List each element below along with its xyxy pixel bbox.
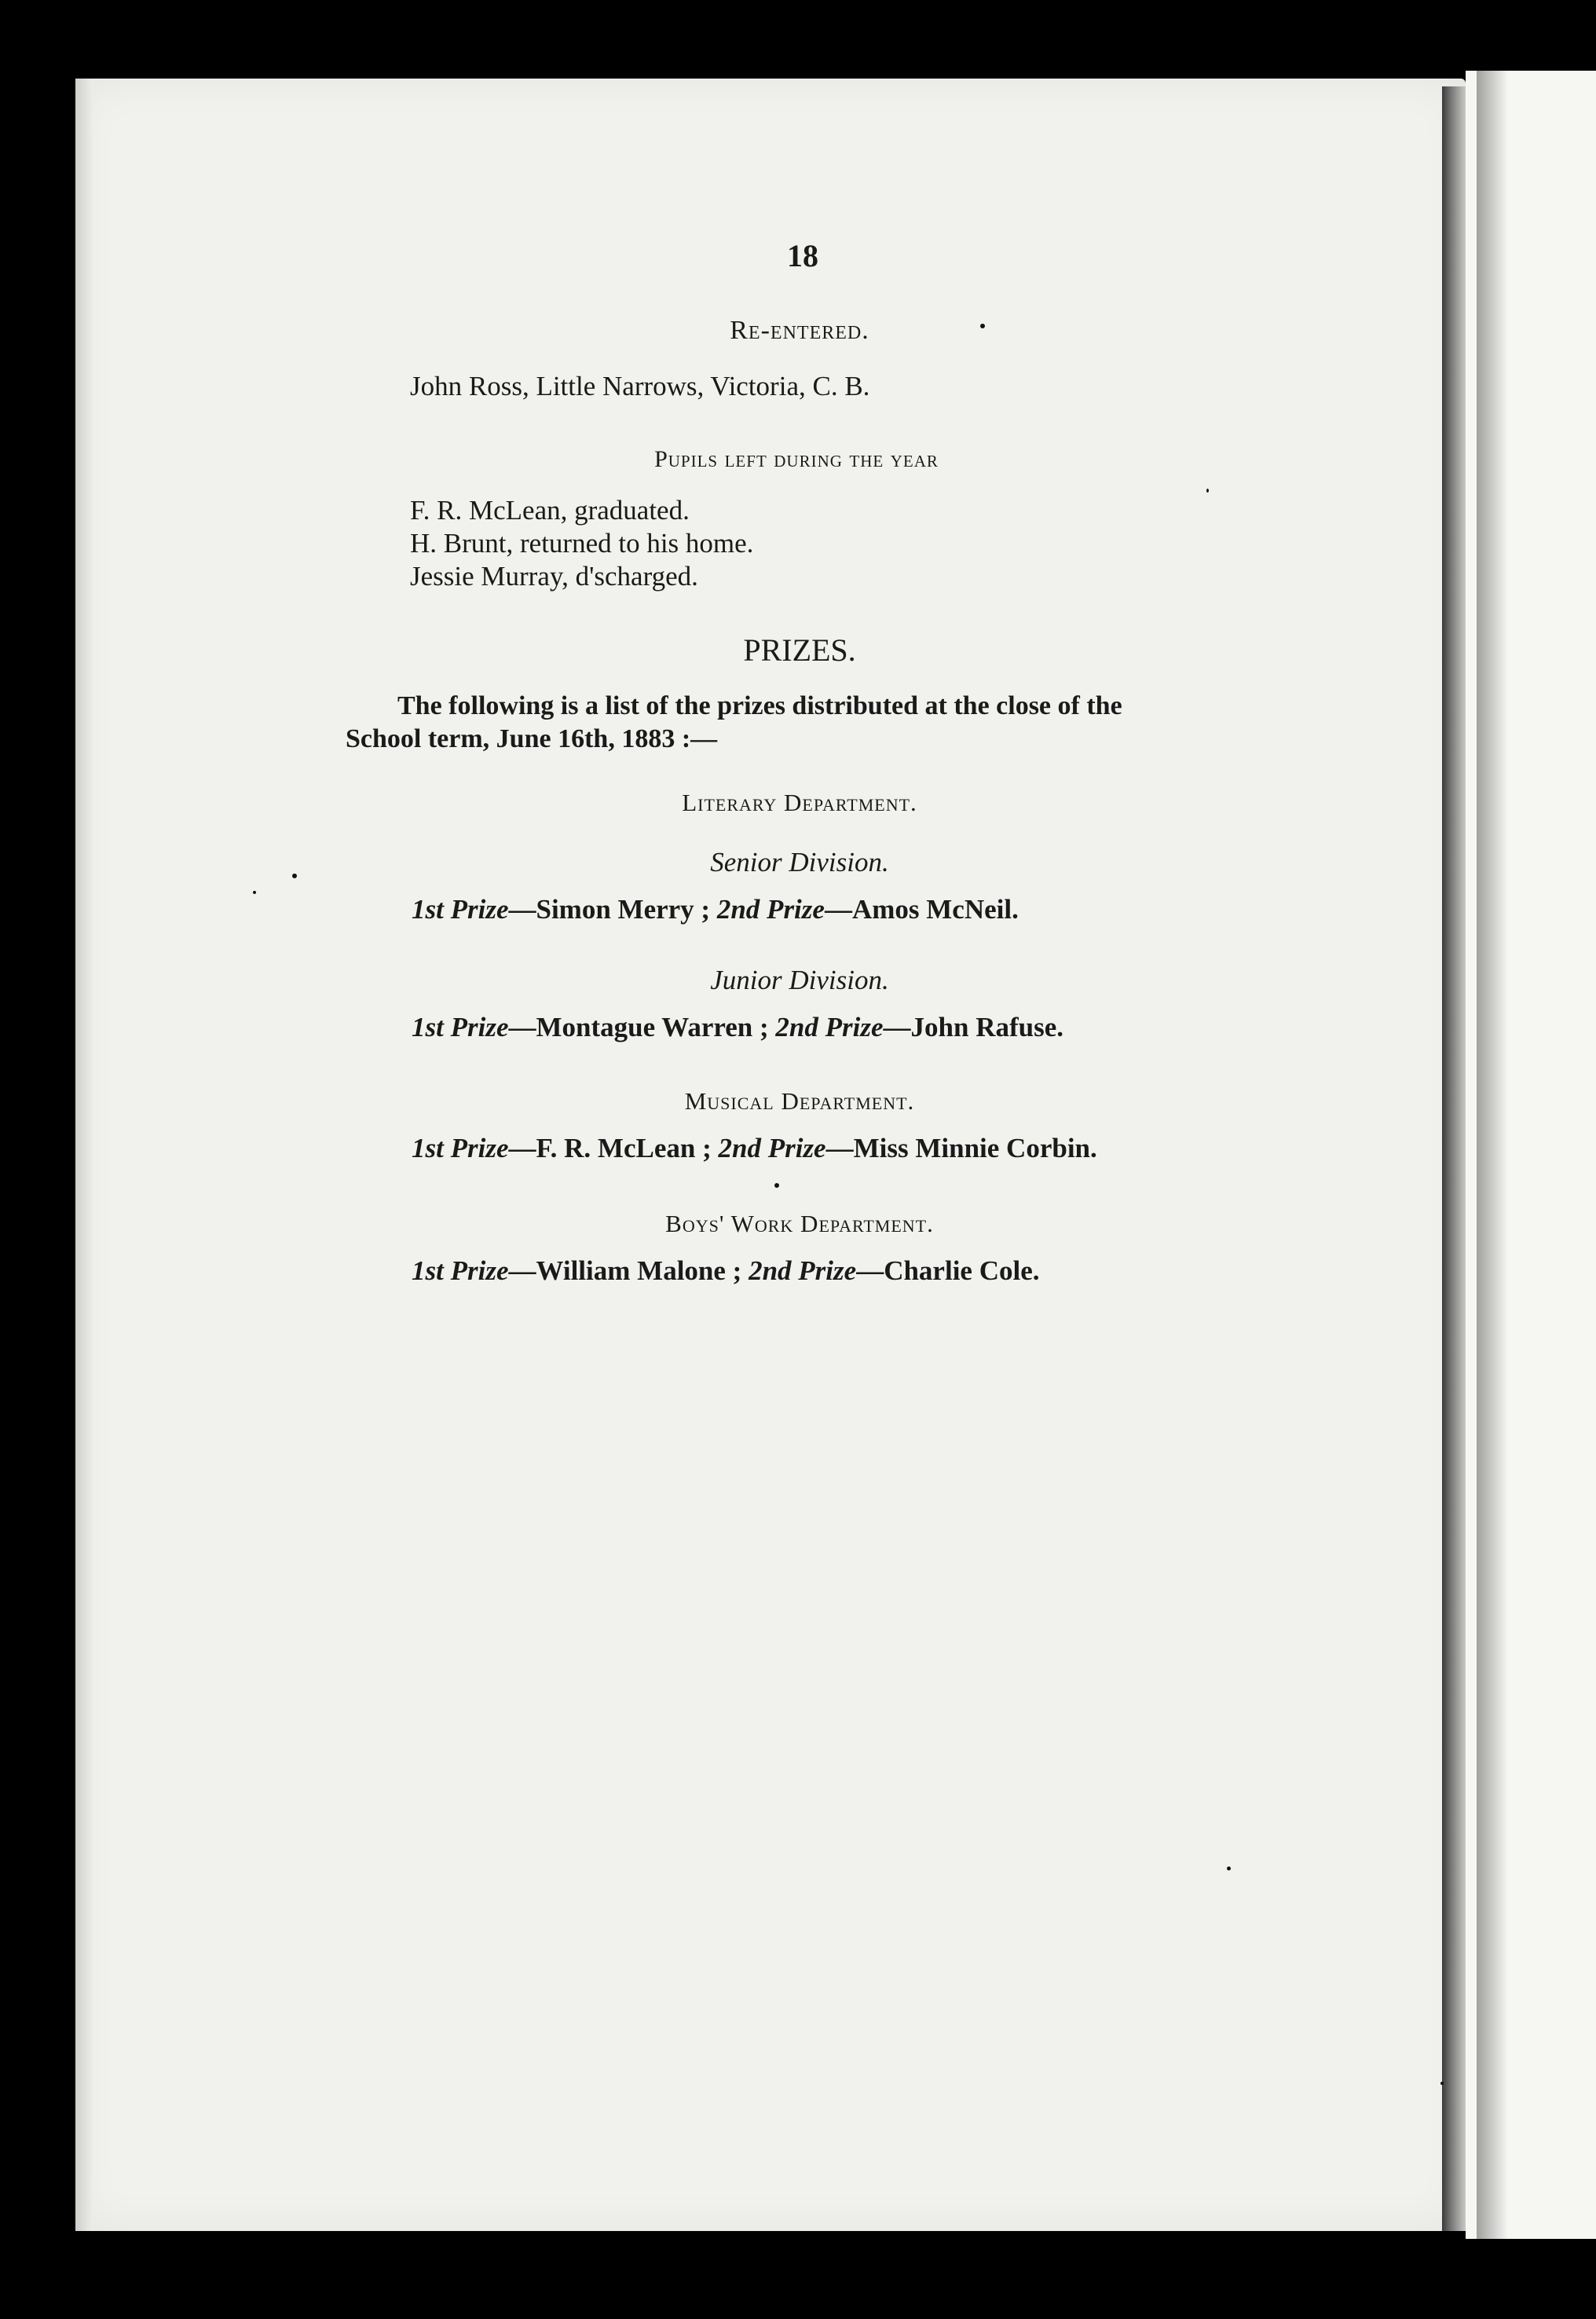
second-prize-name: —John Rafuse. [883,1012,1064,1042]
re-entered-heading: Re-entered. [730,316,869,345]
second-prize-name: —Amos McNeil. [824,894,1019,925]
junior-division-heading: Junior Division. [710,965,889,995]
boys-work-prizes-line [412,1257,1039,1284]
junior-prizes-line [412,1013,1063,1041]
ink-speck [1227,1867,1231,1870]
prizes-heading: PRIZES. [743,632,856,668]
first-prize-label: 1st Prize [412,1133,509,1163]
second-prize-name: —Charlie Cole. [856,1255,1040,1286]
first-prize-label: 1st Prize [412,1012,509,1042]
ink-speck [1440,2082,1444,2085]
ink-speck [253,891,256,894]
second-prize-label: 2nd Prize [775,1012,884,1042]
boys-work-department-heading: Boys' Work Department. [665,1210,934,1237]
first-prize-name: —F. R. McLean ; [508,1133,719,1163]
prizes-intro-line2: School term, June 16th, 1883 :— [346,724,718,753]
first-prize-label: 1st Prize [412,894,509,925]
first-prize-name: —Simon Merry ; [508,894,717,925]
second-prize-label: 2nd Prize [716,894,825,925]
pupils-left-entry: Jessie Murray, d'scharged. [410,561,698,592]
second-prize-name: —Miss Minnie Corbin. [825,1133,1097,1163]
first-prize-name: —William Malone ; [508,1255,749,1286]
pupils-left-heading: Pupils left during the year [654,446,939,472]
ink-speck [980,324,985,328]
second-prize-label: 2nd Prize [749,1255,857,1286]
musical-department-heading: Musical Department. [684,1087,915,1115]
first-prize-name: —Montague Warren ; [508,1012,776,1042]
senior-prizes-line [412,896,1019,923]
re-entered-entry: John Ross, Little Narrows, Victoria, C. B. [410,371,870,401]
ink-speck [292,874,297,878]
ink-speck [774,1183,779,1188]
literary-department-heading: Literary Department. [682,789,917,816]
ink-speck [1206,489,1209,493]
page-number: 18 [787,238,818,273]
senior-division-heading: Senior Division. [710,847,889,877]
pupils-left-entry: F. R. McLean, graduated. [410,495,690,526]
second-prize-label: 2nd Prize [718,1133,826,1163]
musical-prizes-line [412,1134,1097,1162]
prizes-intro-line1: The following is a list of the prizes distributed at the close of the [397,691,1122,720]
pupils-left-entry: H. Brunt, returned to his home. [410,528,754,559]
first-prize-label: 1st Prize [412,1255,509,1286]
